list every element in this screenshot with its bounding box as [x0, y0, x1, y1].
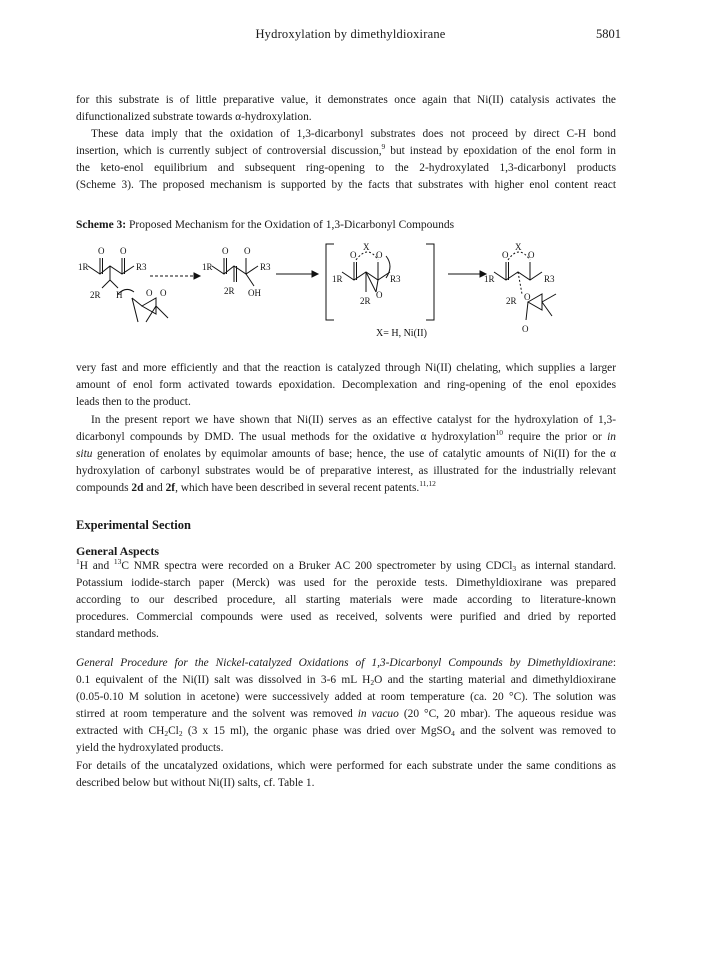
text-line: (Scheme 3). The proposed mechanism is supported by the facts that substrates with higher enol content react: [76, 179, 616, 192]
atom-label: O: [160, 288, 167, 298]
text-line: For details of the uncatalyzed oxidations, which were performed for each substrate under the same conditions as: [76, 759, 616, 772]
paragraph-4: [76, 412, 616, 497]
text-line: procedures. Commercial compounds were used as received, solvents were purified and dried by reported: [76, 611, 616, 624]
atom-label: X: [363, 242, 370, 252]
text-line: standard methods.: [76, 628, 159, 641]
substituent-label: R3: [260, 262, 271, 272]
atom-label: O: [502, 250, 509, 260]
substituent-label: 2R: [224, 286, 235, 296]
text-line: for this substrate is of little preparative value, it demonstrates once again that Ni(II) catalysis activates the: [76, 94, 616, 106]
group-label: OH: [248, 288, 261, 298]
text-line: insertion, which is currently subject of controversial discussion,$^9$ but instead by epoxidation of the enol form in: [76, 142, 616, 158]
text-line: described below but without Ni(II) salts, cf. Table 1.: [76, 776, 315, 789]
atom-label: O: [120, 246, 127, 256]
citation: 10: [495, 428, 504, 438]
text-line: $^1$H and $^{13}$C NMR spectra were recorded on a Bruker AC 200 spectrometer by using CDCl$_3$ as internal standard.: [76, 557, 616, 573]
substituent-label: R3: [390, 274, 401, 284]
atom-label: O: [376, 290, 383, 300]
text-line: leads then to the product.: [76, 396, 191, 409]
atom-label: O: [522, 324, 529, 334]
text-line: In the present report we have shown that Ni(II) serves as an effective catalyst for the hydroxylation of 1,3-: [91, 414, 616, 426]
substituent-label: 1R: [78, 262, 89, 272]
atom-label: O: [376, 250, 383, 260]
compound-ref: 2f: [165, 482, 176, 495]
text-line: (0.05-0.10 M solution in acetone) were successively added at room temperature (ca. 20 °C). The solution was: [76, 691, 616, 704]
atom-label: O: [244, 246, 251, 256]
text-line: Potassium iodide-starch paper (Merck) was used for the peroxide tests. Dimethyldioxirane was prepared: [76, 577, 616, 590]
atom-label: X: [515, 242, 522, 252]
scheme-label: Scheme 3:: [76, 219, 127, 231]
paragraph-6: [76, 655, 616, 792]
text-line: yield the hydroxylated products.: [76, 742, 224, 755]
procedure-title: General Procedure for the Nickel-catalyzed Oxidations of 1,3-Dicarbonyl Compounds by Dimethyldioxirane: [76, 657, 613, 669]
page-number: 5801: [596, 27, 621, 41]
subsection-heading: General Aspects: [76, 544, 159, 558]
substituent-label: 1R: [332, 274, 343, 284]
substituent-label: R3: [136, 262, 147, 272]
scheme-caption: [76, 219, 454, 231]
text-line: situ generation of enolates by equimolar amounts of base; hence, the use of catalytic amounts of Ni(II) for the α: [76, 448, 616, 461]
paragraph-5: [76, 558, 616, 643]
text-line: compounds 2d and 2f, which have been described in several recent patents.$^{11,12}$: [76, 479, 436, 495]
substituent-label: 2R: [90, 290, 101, 300]
substituent-label: 2R: [360, 296, 371, 306]
paragraph-3: [76, 360, 616, 411]
atom-label: O: [350, 250, 357, 260]
atom-label: O: [98, 246, 105, 256]
compound-ref: 2d: [131, 482, 144, 495]
atom-label: O: [528, 250, 535, 260]
paragraph-1: [76, 92, 616, 126]
text-line: according to our described procedure, all starting materials were made according to literature-known: [76, 594, 616, 607]
text-line: difunctionalized substrate towards α-hydroxylation.: [76, 111, 312, 124]
text-line: amount of enol form activated towards epoxidation. Decomplexation and ring-opening of the enol epoxides: [76, 379, 616, 392]
citation: 9: [381, 142, 386, 152]
text-line: stirred at room temperature and the solvent was removed in vacuo (20 °C, 20 mbar). The aqueous residue was: [76, 708, 616, 721]
section-heading: Experimental Section: [76, 518, 191, 532]
citation: 11,12: [419, 479, 436, 489]
atom-label: O: [222, 246, 229, 256]
text-line: the keto-enol equilibrium and subsequent ring-opening to the 2-hydroxylated 1,3-dicarbonyl products: [76, 162, 616, 175]
scheme-note: X= H, Ni(II): [376, 328, 427, 339]
text-line: very fast and more efficiently and that the reaction is catalyzed through Ni(II) chelating, which supplies a larger: [76, 362, 616, 374]
atom-label: H: [116, 290, 123, 300]
atom-label: O: [146, 288, 153, 298]
reaction-scheme: [76, 236, 616, 346]
atom-label: O: [524, 292, 531, 302]
text-line: 0.1 equivalent of the Ni(II) salt was dissolved in 3-6 mL $H_2O$ and the starting material and dimethyldioxirane: [76, 674, 616, 688]
text-line: dicarbonyl compounds by DMD. The usual methods for the oxidative α hydroxylation$^{10}$ require the prior or in: [76, 428, 616, 444]
text-line: hydroxylation of carbonyl substrates would be of preparative interest, as illustrated for the industrially relevant: [76, 465, 616, 478]
paragraph-2: [76, 126, 616, 194]
text-line: General Procedure for the Nickel-catalyzed Oxidations of 1,3-Dicarbonyl Compounds by Dimethyldioxirane:: [76, 657, 616, 669]
text-line: These data imply that the oxidation of 1,3-dicarbonyl substrates does not proceed by direct C-H bond: [91, 128, 616, 140]
substituent-label: 2R: [506, 296, 517, 306]
substituent-label: 1R: [202, 262, 213, 272]
substituent-label: R3: [544, 274, 555, 284]
text-line: extracted with $CH_2Cl_2$ (3 x 15 ml), the organic phase was dried over MgSO$_4$ and the solvent was removed to: [76, 725, 616, 739]
scheme-title: Proposed Mechanism for the Oxidation of 1,3-Dicarbonyl Compounds: [126, 219, 455, 231]
running-header-title: Hydroxylation by dimethyldioxirane: [255, 27, 446, 41]
substituent-label: 1R: [484, 274, 495, 284]
